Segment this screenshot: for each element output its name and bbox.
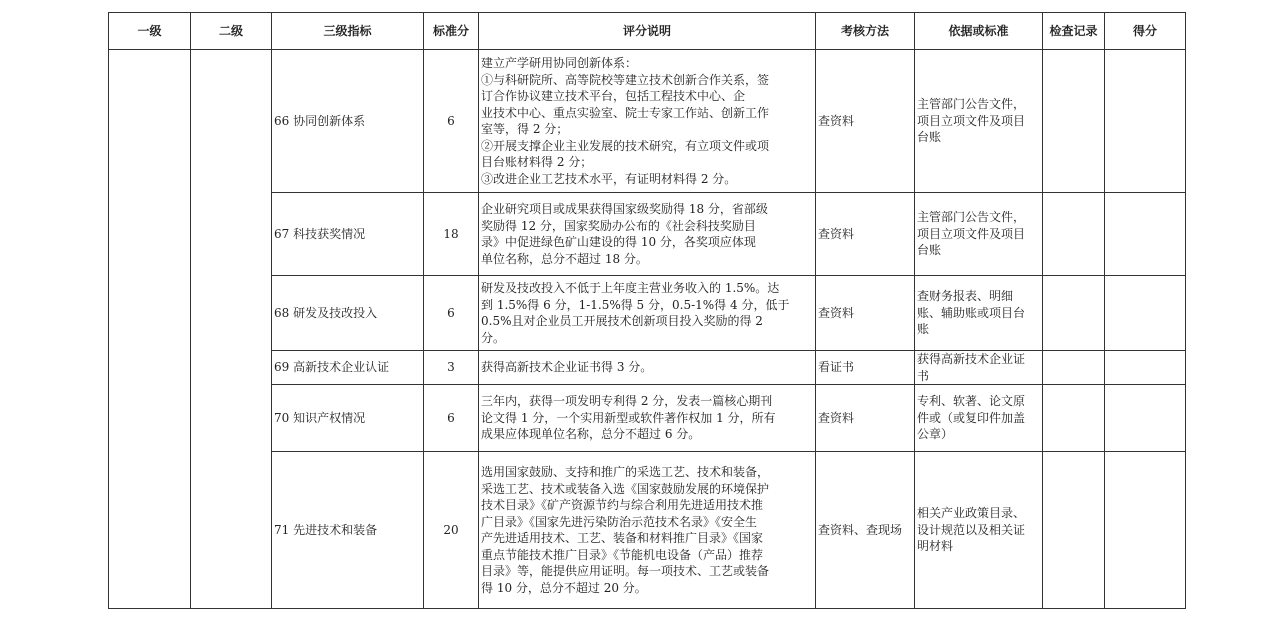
indicator-name: 68 研发及技改投入 xyxy=(272,276,424,351)
description-line: 企业研究项目或成果获得国家级奖励得 18 分，省部级 xyxy=(481,202,768,216)
description-line: 建立产学研用协同创新体系： xyxy=(481,56,638,70)
indicator-name: 67 科技获奖情况 xyxy=(272,193,424,276)
description xyxy=(479,351,816,385)
assessment-method: 查资料 xyxy=(816,193,915,276)
description-line: 成果应体现单位名称，总分不超过 6 分。 xyxy=(481,427,701,442)
description-line: 分。 xyxy=(481,330,506,345)
description-line: 订合作协议建立技术平台，包括工程技术中心、企 xyxy=(481,89,746,103)
basis-line: 主管部门公告文件， xyxy=(917,97,1026,112)
description-line: 单位名称，总分不超过 18 分。 xyxy=(481,251,648,266)
basis-line: 账、辅助账或项目台 xyxy=(917,305,1026,320)
header-row xyxy=(109,13,1186,50)
header-level2: 二级 xyxy=(191,13,272,50)
description-line: 选用国家鼓励、支持和推广的采选工艺、技术和装备， xyxy=(481,465,770,479)
indicator-name: 71 先进技术和装备 xyxy=(272,452,424,609)
basis-line: 获得高新技术企业证 xyxy=(917,352,1026,366)
score-cell[interactable] xyxy=(1105,50,1186,193)
basis xyxy=(915,351,1043,385)
assessment-method: 看证书 xyxy=(816,351,915,385)
check-record-cell[interactable] xyxy=(1043,50,1105,193)
standard-score: 18 xyxy=(424,193,479,276)
standard-score: 6 xyxy=(424,50,479,193)
description-line: 业技术中心、重点实验室、院士专家工作站、创新工作 xyxy=(481,105,770,120)
description xyxy=(479,276,816,351)
basis-line: 设计规范以及相关证 xyxy=(917,522,1026,537)
description-line: 室等，得 2 分； xyxy=(481,122,569,136)
description-line: ①与科研院所、高等院校等建立技术创新合作关系，签 xyxy=(481,72,770,87)
basis-line: 专利、软著、论文原 xyxy=(917,394,1026,409)
check-record-cell[interactable] xyxy=(1043,385,1105,452)
description-line: 奖励得 12 分，国家奖励办公布的《社会科技奖励目 xyxy=(481,218,756,233)
basis-line: 明材料 xyxy=(917,539,954,554)
description-line: ③改进企业工艺技术水平，有证明材料得 2 分。 xyxy=(481,171,737,186)
description-line: 产先进适用技术、工艺、装备和材料推广目录》《国家 xyxy=(481,531,764,545)
assessment-method: 查资料 xyxy=(816,276,915,351)
basis-line: 项目立项文件及项目 xyxy=(917,226,1026,241)
basis-line: 主管部门公告文件， xyxy=(917,210,1026,225)
score-cell[interactable] xyxy=(1105,193,1186,276)
basis xyxy=(915,385,1043,452)
table-row xyxy=(109,50,1186,193)
description-line: 0.5%且对企业员工开展技术创新项目投入奖励的得 2 xyxy=(481,314,763,328)
description xyxy=(479,193,816,276)
header-basis: 依据或标准 xyxy=(915,13,1043,50)
description xyxy=(479,452,816,609)
basis-line: 件或（或复印件加盖 xyxy=(917,410,1026,425)
description-line: 论文得 1 分，一个实用新型或软件著作权加 1 分，所有 xyxy=(481,410,776,425)
score-cell[interactable] xyxy=(1105,276,1186,351)
check-record-cell[interactable] xyxy=(1043,351,1105,385)
basis-line: 项目立项文件及项目 xyxy=(917,113,1026,128)
indicator-name: 66 协同创新体系 xyxy=(272,50,424,193)
standard-score: 6 xyxy=(424,276,479,351)
assessment-method: 查资料、查现场 xyxy=(816,452,915,609)
indicator-name: 69 高新技术企业认证 xyxy=(272,351,424,385)
description-line: 采选工艺、技术或装备入选《国家鼓励发展的环境保护 xyxy=(481,481,770,496)
standard-score: 6 xyxy=(424,385,479,452)
description-line: 研发及技改投入不低于上年度主营业务收入的 1.5%。达 xyxy=(481,281,780,295)
basis-line: 书 xyxy=(917,368,930,383)
score-cell[interactable] xyxy=(1105,351,1186,385)
description-line: 录》中促进绿色矿山建设的得 10 分，各奖项应体现 xyxy=(481,235,756,249)
description xyxy=(479,50,816,193)
description-line: ②开展支撑企业主业发展的技术研究，有立项文件或项 xyxy=(481,138,770,153)
assessment-method: 查资料 xyxy=(816,385,915,452)
basis-line: 台账 xyxy=(917,243,942,258)
check-record-cell[interactable] xyxy=(1043,193,1105,276)
header-level1: 一级 xyxy=(109,13,191,50)
assessment-method: 查资料 xyxy=(816,50,915,193)
description-line: 得 10 分，总分不超过 20 分。 xyxy=(481,580,647,595)
basis-line: 台账 xyxy=(917,130,942,145)
header-record: 检查记录 xyxy=(1043,13,1105,50)
description-line: 三年内，获得一项发明专利得 2 分，发表一篇核心期刊 xyxy=(481,394,773,409)
standard-score: 3 xyxy=(424,351,479,385)
basis-line: 查财务报表、明细 xyxy=(917,289,1014,304)
score-cell[interactable] xyxy=(1105,385,1186,452)
basis-line: 账 xyxy=(917,322,930,337)
description-line: 广目录》《国家先进污染防治示范技术名录》《安全生 xyxy=(481,514,758,529)
standard-score: 20 xyxy=(424,452,479,609)
description-line: 技术目录》《矿产资源节约与综合利用先进适用技术推 xyxy=(481,498,764,512)
level1-cell xyxy=(109,50,191,609)
check-record-cell[interactable] xyxy=(1043,452,1105,609)
header-level3: 三级指标 xyxy=(272,13,424,50)
score-cell[interactable] xyxy=(1105,452,1186,609)
header-score: 得分 xyxy=(1105,13,1186,50)
basis-line: 公章） xyxy=(917,427,954,442)
indicator-name: 70 知识产权情况 xyxy=(272,385,424,452)
description-line: 获得高新技术企业证书得 3 分。 xyxy=(481,360,653,375)
description xyxy=(479,385,816,452)
check-record-cell[interactable] xyxy=(1043,276,1105,351)
basis xyxy=(915,276,1043,351)
level2-cell xyxy=(191,50,272,609)
basis xyxy=(915,50,1043,193)
description-line: 目录》等，能提供应用证明。每一项技术、工艺或装备 xyxy=(481,564,770,578)
description-line: 到 1.5%得 6 分，1-1.5%得 5 分，0.5-1%得 4 分，低于 xyxy=(481,297,790,312)
basis xyxy=(915,193,1043,276)
header-standard-score: 标准分 xyxy=(424,13,479,50)
basis xyxy=(915,452,1043,609)
scoring-table xyxy=(108,12,1186,609)
description-line: 重点节能技术推广目录》《节能机电设备（产品）推荐 xyxy=(481,547,764,562)
header-method: 考核方法 xyxy=(816,13,915,50)
description-line: 目台账材料得 2 分； xyxy=(481,155,593,169)
header-description: 评分说明 xyxy=(479,13,816,50)
basis-line: 相关产业政策目录、 xyxy=(917,506,1026,521)
